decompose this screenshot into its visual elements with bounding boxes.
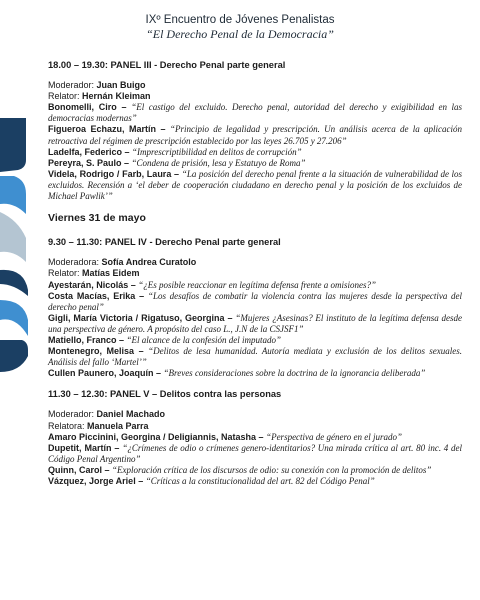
presentation-entry [48, 443, 462, 465]
entry-talk: “¿Crímenes de odio o crímenes genero-identitarios? Una mirada crítica al art. 80 inc. 4 del Código Penal Argentino” [48, 442, 462, 464]
role-name: Daniel Machado [96, 409, 166, 420]
presentation-entry [48, 368, 462, 379]
program-content [48, 60, 462, 494]
presentation-entry [48, 432, 462, 443]
presentation-entry [48, 476, 462, 487]
entry-author: Cullen Paunero, Joaquín – [48, 368, 164, 379]
entry-talk: “¿Es posible reaccionar en legítima defensa frente a omisiones?” [138, 279, 377, 290]
entry-talk: “Críticas a la constitucionalidad del art. 82 del Código Penal” [145, 476, 375, 486]
panel-title: 18.00 – 19.30: PANEL III - Derecho Penal parte general [48, 60, 286, 70]
entry-talk: “Mujeres ¿Asesinas? El instituto de la legítima defensa desde una perspectiva de género. A propósito del caso L., J.N de la CSJSF1” [48, 312, 462, 334]
presentation-entry [48, 465, 462, 476]
presentation-entry [48, 102, 462, 124]
entry-talk: “Imprescriptibilidad en delitos de corrupción” [132, 146, 302, 157]
deco-navy-shape [0, 118, 26, 172]
entry-talk: “Breves consideraciones sobre la doctrina de la ignorancia deliberada” [163, 368, 426, 379]
panel-4 [48, 237, 462, 379]
presentation-entry [48, 291, 462, 313]
presentation-entry [48, 147, 462, 158]
entry-author: Bonomelli, Ciro – [48, 102, 132, 113]
presentation-entry [48, 313, 462, 335]
deco-gray-shape [0, 212, 26, 262]
role-name: Matías Eidem [82, 268, 140, 279]
role-name: Manuela Parra [87, 420, 149, 431]
role-name: Juan Buigo [96, 80, 146, 91]
presentation-entry [48, 158, 462, 169]
presentation-entry [48, 280, 462, 291]
entry-author: Gigli, María Victoria / Rigatuso, Georgina – [48, 312, 236, 323]
entry-author: Amaro Piccinini, Georgina / Deligiannis, Natasha – [48, 431, 267, 442]
rapporteur [48, 268, 462, 279]
moderator [48, 257, 462, 268]
presentation-entry [48, 335, 462, 346]
role-label: Moderador: [48, 80, 97, 91]
presentation-entry [48, 124, 462, 146]
presentation-entry [48, 346, 462, 368]
entry-talk: “El castigo del excluido. Derecho penal, autoridad del derecho y exigibilidad en las democracias modernas” [48, 102, 463, 124]
role-label: Relatora: [48, 420, 88, 431]
entry-author: Matiello, Franco – [48, 334, 127, 345]
deco-navy-curve [0, 270, 28, 296]
role-name: Sofía Andrea Curatolo [101, 257, 197, 268]
entry-talk: “Perspectiva de género en el jurado” [266, 431, 402, 442]
entry-author: Quinn, Carol – [48, 464, 113, 475]
entry-author: Ladelfa, Federico – [48, 146, 133, 157]
document-header [0, 13, 480, 41]
moderator [48, 80, 462, 91]
entry-talk: “Delitos de lesa humanidad. Autoría mediata y exclusión de los delitos sexuales. Análisis del fallo ‘Martel’” [48, 346, 462, 368]
entry-talk: “El alcance de la confesión del imputado” [126, 334, 282, 345]
entry-author: Ayestarán, Nicolás – [48, 279, 139, 290]
entry-author: Vázquez, Jorge Ariel – [48, 476, 146, 486]
event-title: IXº Encuentro de Jóvenes Penalistas [145, 14, 335, 26]
entry-talk: “Exploración crítica de los discursos de odio: su conexión con la promoción de delitos” [112, 464, 432, 475]
role-name: Hernán Kleiman [82, 91, 151, 102]
entry-author: Dupetit, Martín – [48, 442, 123, 453]
entry-talk: “Los desafíos de combatir la violencia contra las mujeres desde la perspectiva del derecho penal” [48, 290, 462, 312]
panel-title: 11.30 – 12.30: PANEL V – Delitos contra las personas [48, 389, 282, 400]
entry-author: Montenegro, Melisa – [48, 346, 149, 357]
panel-3 [48, 60, 462, 202]
rapporteur [48, 91, 462, 102]
deco-navy-bottom [0, 340, 28, 372]
decorative-graphic [0, 0, 32, 600]
entry-author: Videla, Rodrigo / Farb, Laura – [48, 168, 182, 179]
deco-blue-curve [0, 300, 28, 336]
entry-talk: “Principio de legalidad y prescripción. Un análisis acerca de la aplicación retroactiva del régimen de prescripción establecido por las leyes 26.705 y 27.206” [48, 124, 462, 146]
rapporteur [48, 421, 462, 432]
entry-talk: “Condena de prisión, lesa y Estatuyo de Roma” [131, 157, 306, 168]
role-label: Relator: [48, 91, 83, 102]
entry-talk: “La posición del derecho penal frente a la situación de vulnerabilidad de los excluidos. Recensión a ‘el deber de cooperación ciudadano en derecho penal y la posición de los excluidos de Michael Pawlik’” [48, 168, 462, 202]
role-label: Moderador: [48, 409, 97, 420]
entry-author: Pereyra, S. Paulo – [48, 157, 132, 168]
panel-5 [48, 389, 462, 487]
panel-title: 9.30 – 11.30: PANEL IV - Derecho Penal parte general [48, 237, 281, 248]
event-subtitle: “El Derecho Penal de la Democracia” [146, 27, 334, 41]
deco-blue-shape [0, 176, 26, 214]
entry-author: Figueroa Echazu, Martín – [48, 124, 170, 135]
role-label: Moderadora: [48, 257, 102, 268]
moderator [48, 409, 462, 420]
role-label: Relator: [48, 268, 83, 279]
entry-author: Costa Macías, Erika – [48, 290, 149, 301]
day-heading: Viernes 31 de mayo [48, 212, 146, 225]
presentation-entry [48, 169, 462, 202]
